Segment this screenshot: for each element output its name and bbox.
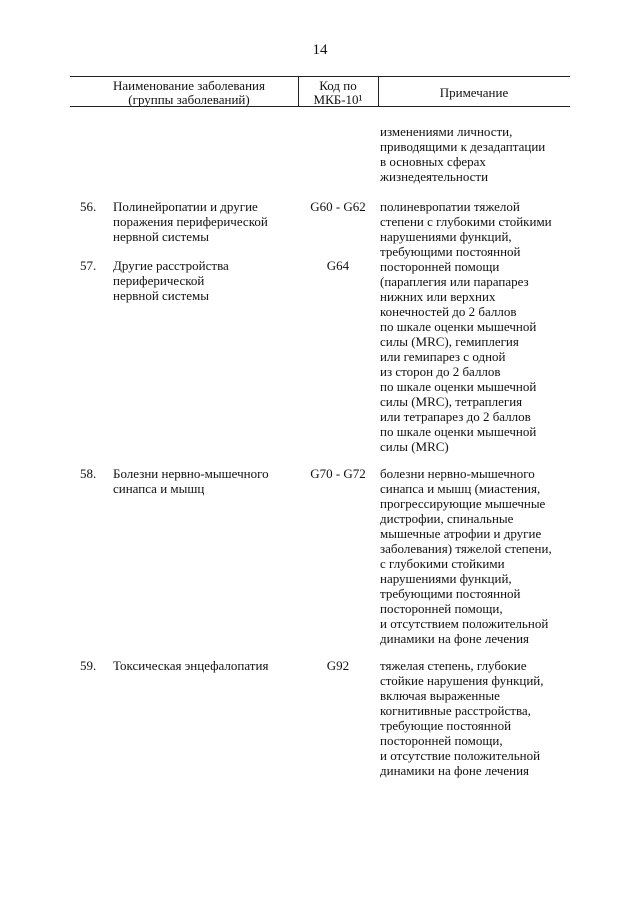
- row-number: 56.: [80, 199, 97, 214]
- table-header-bottom-rule: [70, 106, 570, 107]
- header-name-column: Наименование заболевания (группы заболеваний): [113, 78, 265, 107]
- continuation-note: изменениями личности, приводящими к дезадаптации в основных сферах жизнедеятельности: [380, 124, 546, 184]
- disease-name: Другие расстройства периферической нервной системы: [113, 258, 229, 303]
- disease-name: Токсическая энцефалопатия: [113, 658, 269, 673]
- row-number: 59.: [80, 658, 97, 673]
- icd-code: G92: [326, 658, 350, 673]
- icd-code: G70 - G72: [310, 466, 366, 481]
- row-number: 58.: [80, 466, 97, 481]
- row-number: 57.: [80, 258, 97, 273]
- table-top-rule: [70, 76, 570, 77]
- note: болезни нервно-мышечного синапса и мышц (миастения, прогрессирующие мышечные дистрофии, спинальные мышечные атрофии и другие заболевания) тяжелой степени, с глубокими стойкими нарушениями функций, требующими постоянной посторонней помощи, и отсутствием положительной динамики на фоне лечения: [380, 466, 552, 646]
- shared-note-rows-56-57: полиневропатии тяжелой степени с глубокими стойкими нарушениями функций, требующими постоянной посторонней помощи (параплегия или парапарез нижних или верхних конечностей до 2 баллов по шкале оценки мышечной силы (MRC), гемиплегия или гемипарез с одной из сторон до 2 баллов по шкале оценки мышечной силы (MRC), тетраплегия или тетрапарез до 2 баллов по шкале оценки мышечной силы (MRC): [380, 199, 552, 454]
- icd-code: G60 - G62: [310, 199, 366, 214]
- header-code-column: Код по МКБ-10¹: [313, 78, 363, 107]
- note: тяжелая степень, глубокие стойкие нарушения функций, включая выраженные когнитивные расстройства, требующие постоянной посторонней помощи, и отсутствие положительной динамики на фоне лечения: [380, 658, 544, 778]
- icd-code: G64: [326, 258, 350, 273]
- page-number: 14: [312, 42, 328, 58]
- header-note-column: Примечание: [439, 85, 509, 100]
- disease-name: Полинейропатии и другие поражения периферической нервной системы: [113, 199, 268, 244]
- disease-name: Болезни нервно-мышечного синапса и мышц: [113, 466, 269, 496]
